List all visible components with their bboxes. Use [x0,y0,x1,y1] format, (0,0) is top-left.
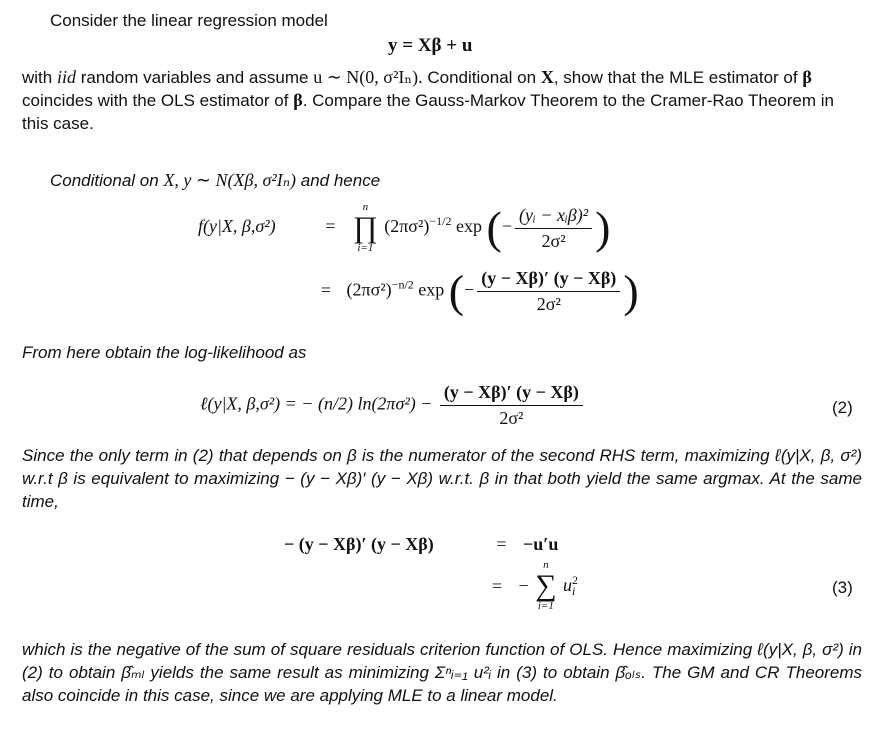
equation-number-3: (3) [832,578,853,597]
conditional-statement: Conditional on X, y ∼ N(Xβ, σ²Iₙ) and hence [50,170,381,190]
residual-line-2: = − n ∑ i=1 $u^2_i$ [491,559,579,612]
loglik-equation: ℓ(y|X, β,σ²) = − (n/2) ln(2πσ²) − $\frac{(y - X\beta)' (y - X\beta)}{\text{2σ²}}$ [200,382,586,429]
model-equation: y = Xβ + u [388,35,473,56]
loglik-intro: From here obtain the log-likelihood as [22,343,307,362]
product-operator: n ∏ i=1 [353,201,378,254]
density-line-2: = $(2\pi\sigma^2)^{-n/2}$ exp (− $\frac{(y - X\beta)' (y - X\beta)}{\text{2σ²}}$ ) [320,265,639,317]
problem-intro: Consider the linear regression model [50,11,328,30]
conclusion-paragraph: which is the negative of the sum of square residuals criterion function of OLS. Hence maximizing ℓ(y|X, β, σ²) in (2) to obtain β̂ₘₗ yields the same result as minimizing Σⁿᵢ₌₁ u²ᵢ in (3) to obtain β̂ₒₗₛ. The GM and CR Theorems also coincide in this case, since we are applying MLE to a linear model. [22,640,862,705]
sum-operator: n ∑ i=1 [535,559,557,612]
residual-line-1: − (y − Xβ)′ (y − Xβ) = −u′u [284,534,559,554]
equation-number-2: (2) [832,398,853,417]
since-paragraph: Since the only term in (2) that depends on β is the numerator of the second RHS term, maximizing ℓ(y|X, β, σ²) w.r.t β is equivalent to maximizing − (y − Xβ)′ (y − Xβ) w.r.t. β in that both yield the same argmax. At the same time, [22,446,862,511]
problem-statement: with iid random variables and assume u ∼ N(0, σ²Iₙ). Conditional on X, show that the MLE estimator of β coincides with the OLS estimator of β. Compare the Gauss-Markov Theorem to the Cramer-Rao Theorem in this case. [22,67,834,133]
density-line-1: f(y|X, β,σ²) = n ∏ i=1 $(2\pi\sigma^2)^{-1/2}$ exp (− $\frac{\text{(yᵢ − xᵢβ)²}}{\text{2σ²}}$ ) [198,201,611,254]
